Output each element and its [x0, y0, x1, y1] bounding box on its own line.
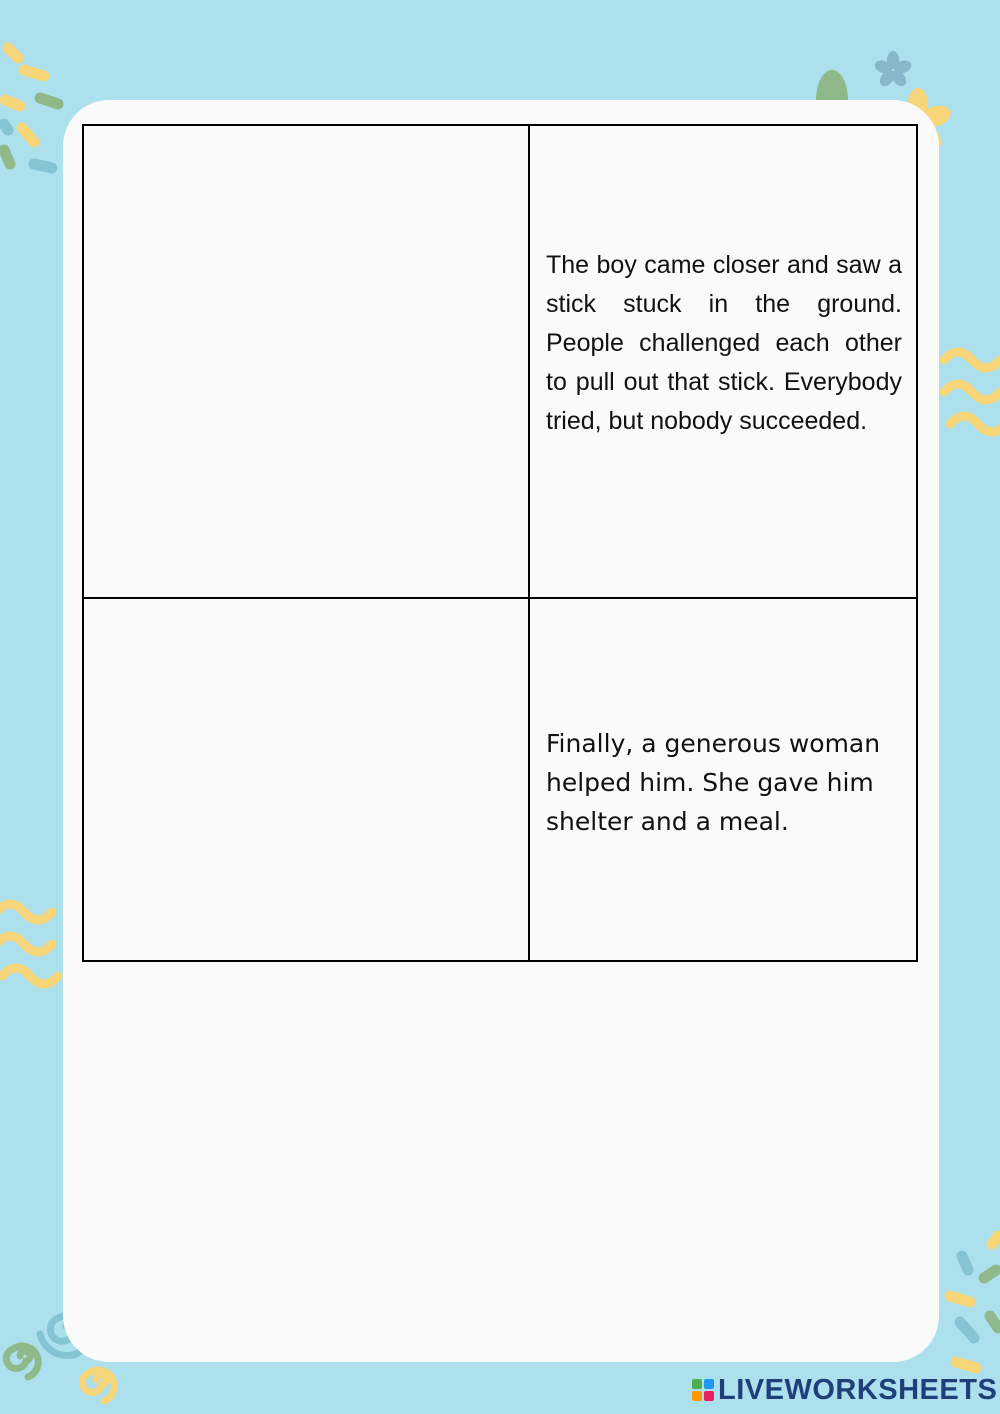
picture-cell-2[interactable]: [84, 599, 528, 960]
logo-square-i: [704, 1379, 714, 1389]
flower-icon: [873, 51, 913, 89]
worksheet-table: [82, 124, 918, 962]
liveworksheets-brand[interactable]: [692, 1372, 997, 1408]
liveworksheets-logo-icon: [692, 1379, 714, 1401]
story-cell-1: [530, 126, 918, 597]
picture-cell-1[interactable]: [84, 126, 528, 597]
logo-square-v: [692, 1391, 702, 1401]
squiggle-icon: [944, 352, 1000, 432]
squiggle-icon: [0, 904, 58, 984]
brand-name: LIVEWORKSHEETS: [718, 1373, 998, 1406]
logo-square-e: [704, 1391, 714, 1401]
sprinkles-icon: [4, 48, 58, 168]
logo-square-l: [692, 1379, 702, 1389]
story-text-1: The boy came closer and saw a stick stuck in the ground. People challenged each other to pull out that stick. Everybody tried, but nobody succeeded.: [546, 251, 902, 435]
story-cell-2: [530, 599, 918, 960]
story-text-2: Finally, a generous woman helped him. She gave him shelter and a meal.: [546, 729, 881, 836]
sprinkles-icon: [950, 1236, 998, 1368]
